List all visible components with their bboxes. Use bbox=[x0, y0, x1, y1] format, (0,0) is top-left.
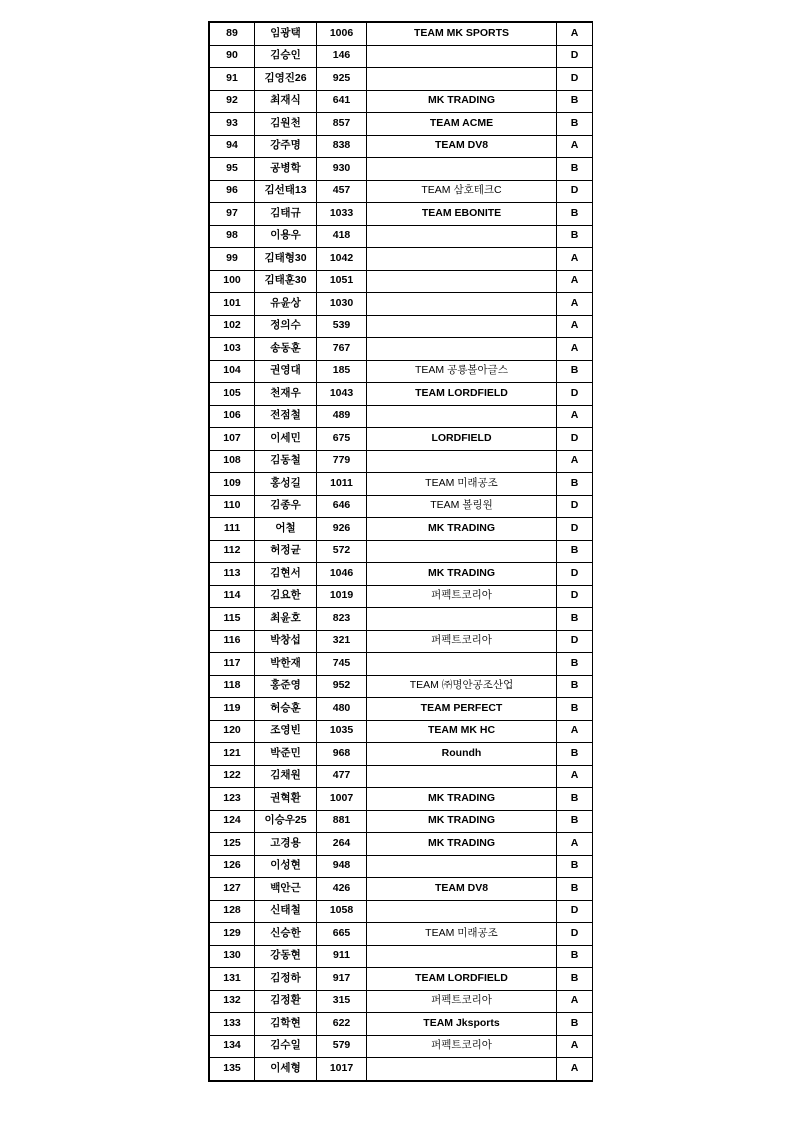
table-row bbox=[210, 743, 593, 766]
roster-table-body bbox=[210, 23, 593, 1081]
cell-id: 457 bbox=[317, 180, 367, 203]
cell-grade: A bbox=[557, 293, 593, 316]
cell-team bbox=[367, 45, 557, 68]
cell-id: 917 bbox=[317, 968, 367, 991]
cell-team: TEAM LORDFIELD bbox=[367, 383, 557, 406]
cell-team bbox=[367, 225, 557, 248]
cell-team: TEAM MK HC bbox=[367, 720, 557, 743]
cell-id: 572 bbox=[317, 540, 367, 563]
cell-id: 968 bbox=[317, 743, 367, 766]
cell-id: 489 bbox=[317, 405, 367, 428]
cell-name: 박한재 bbox=[255, 653, 317, 676]
cell-name: 박준민 bbox=[255, 743, 317, 766]
cell-id: 579 bbox=[317, 1035, 367, 1058]
cell-name: 조영빈 bbox=[255, 720, 317, 743]
cell-number: 132 bbox=[210, 990, 255, 1013]
cell-grade: B bbox=[557, 203, 593, 226]
table-row bbox=[210, 698, 593, 721]
cell-name: 김요한 bbox=[255, 585, 317, 608]
table-row bbox=[210, 428, 593, 451]
cell-number: 114 bbox=[210, 585, 255, 608]
cell-grade: A bbox=[557, 135, 593, 158]
cell-team bbox=[367, 338, 557, 361]
cell-team: MK TRADING bbox=[367, 518, 557, 541]
cell-grade: D bbox=[557, 585, 593, 608]
cell-team: 퍼펙트코리아 bbox=[367, 585, 557, 608]
cell-name: 강주명 bbox=[255, 135, 317, 158]
cell-name: 신태철 bbox=[255, 900, 317, 923]
cell-team: TEAM ACME bbox=[367, 113, 557, 136]
cell-number: 127 bbox=[210, 878, 255, 901]
table-row bbox=[210, 270, 593, 293]
cell-name: 박창섭 bbox=[255, 630, 317, 653]
cell-id: 1030 bbox=[317, 293, 367, 316]
cell-number: 129 bbox=[210, 923, 255, 946]
table-row bbox=[210, 360, 593, 383]
cell-name: 송동훈 bbox=[255, 338, 317, 361]
cell-name: 백안근 bbox=[255, 878, 317, 901]
cell-id: 1046 bbox=[317, 563, 367, 586]
cell-team bbox=[367, 315, 557, 338]
cell-id: 857 bbox=[317, 113, 367, 136]
cell-number: 99 bbox=[210, 248, 255, 271]
cell-name: 임광택 bbox=[255, 23, 317, 46]
cell-number: 117 bbox=[210, 653, 255, 676]
table-row bbox=[210, 158, 593, 181]
cell-id: 1006 bbox=[317, 23, 367, 46]
table-row bbox=[210, 540, 593, 563]
cell-name: 전점철 bbox=[255, 405, 317, 428]
cell-name: 이세민 bbox=[255, 428, 317, 451]
cell-id: 622 bbox=[317, 1013, 367, 1036]
cell-number: 106 bbox=[210, 405, 255, 428]
cell-team bbox=[367, 540, 557, 563]
cell-team bbox=[367, 608, 557, 631]
cell-name: 홍성길 bbox=[255, 473, 317, 496]
cell-name: 어철 bbox=[255, 518, 317, 541]
cell-name: 김승인 bbox=[255, 45, 317, 68]
cell-id: 952 bbox=[317, 675, 367, 698]
table-row bbox=[210, 495, 593, 518]
cell-name: 김태규 bbox=[255, 203, 317, 226]
table-row bbox=[210, 1013, 593, 1036]
cell-team: MK TRADING bbox=[367, 810, 557, 833]
cell-number: 91 bbox=[210, 68, 255, 91]
cell-grade: B bbox=[557, 90, 593, 113]
cell-grade: B bbox=[557, 788, 593, 811]
cell-team: Roundh bbox=[367, 743, 557, 766]
cell-grade: A bbox=[557, 270, 593, 293]
cell-team bbox=[367, 158, 557, 181]
cell-id: 646 bbox=[317, 495, 367, 518]
cell-grade: B bbox=[557, 945, 593, 968]
cell-team: TEAM LORDFIELD bbox=[367, 968, 557, 991]
cell-number: 120 bbox=[210, 720, 255, 743]
cell-team: MK TRADING bbox=[367, 833, 557, 856]
cell-number: 96 bbox=[210, 180, 255, 203]
cell-number: 109 bbox=[210, 473, 255, 496]
cell-id: 881 bbox=[317, 810, 367, 833]
cell-id: 539 bbox=[317, 315, 367, 338]
cell-number: 108 bbox=[210, 450, 255, 473]
cell-name: 김정환 bbox=[255, 990, 317, 1013]
cell-grade: D bbox=[557, 180, 593, 203]
table-row bbox=[210, 248, 593, 271]
cell-grade: D bbox=[557, 383, 593, 406]
cell-team: 퍼펙트코리아 bbox=[367, 630, 557, 653]
cell-name: 김학현 bbox=[255, 1013, 317, 1036]
cell-id: 926 bbox=[317, 518, 367, 541]
cell-id: 675 bbox=[317, 428, 367, 451]
cell-team bbox=[367, 293, 557, 316]
cell-team bbox=[367, 765, 557, 788]
cell-id: 477 bbox=[317, 765, 367, 788]
cell-number: 105 bbox=[210, 383, 255, 406]
cell-team: MK TRADING bbox=[367, 90, 557, 113]
cell-id: 315 bbox=[317, 990, 367, 1013]
cell-name: 강동현 bbox=[255, 945, 317, 968]
cell-id: 767 bbox=[317, 338, 367, 361]
table-row bbox=[210, 900, 593, 923]
cell-number: 103 bbox=[210, 338, 255, 361]
cell-number: 119 bbox=[210, 698, 255, 721]
cell-grade: B bbox=[557, 225, 593, 248]
cell-team bbox=[367, 900, 557, 923]
table-row bbox=[210, 810, 593, 833]
cell-grade: D bbox=[557, 923, 593, 946]
cell-grade: A bbox=[557, 720, 593, 743]
table-row bbox=[210, 203, 593, 226]
cell-grade: B bbox=[557, 473, 593, 496]
cell-id: 1042 bbox=[317, 248, 367, 271]
table-row bbox=[210, 675, 593, 698]
cell-grade: D bbox=[557, 630, 593, 653]
cell-id: 418 bbox=[317, 225, 367, 248]
cell-grade: B bbox=[557, 653, 593, 676]
table-row bbox=[210, 180, 593, 203]
cell-grade: D bbox=[557, 428, 593, 451]
cell-grade: A bbox=[557, 833, 593, 856]
cell-grade: A bbox=[557, 23, 593, 46]
cell-team bbox=[367, 945, 557, 968]
cell-grade: B bbox=[557, 675, 593, 698]
cell-name: 이승우25 bbox=[255, 810, 317, 833]
cell-name: 이세형 bbox=[255, 1058, 317, 1081]
cell-name: 김현서 bbox=[255, 563, 317, 586]
cell-team bbox=[367, 450, 557, 473]
cell-name: 고경용 bbox=[255, 833, 317, 856]
cell-grade: B bbox=[557, 158, 593, 181]
cell-grade: D bbox=[557, 518, 593, 541]
cell-number: 112 bbox=[210, 540, 255, 563]
cell-grade: B bbox=[557, 113, 593, 136]
table-row bbox=[210, 225, 593, 248]
cell-team bbox=[367, 653, 557, 676]
cell-team bbox=[367, 855, 557, 878]
cell-grade: B bbox=[557, 878, 593, 901]
cell-team: MK TRADING bbox=[367, 788, 557, 811]
cell-number: 123 bbox=[210, 788, 255, 811]
cell-name: 허승훈 bbox=[255, 698, 317, 721]
cell-number: 107 bbox=[210, 428, 255, 451]
cell-grade: D bbox=[557, 45, 593, 68]
cell-id: 665 bbox=[317, 923, 367, 946]
cell-number: 102 bbox=[210, 315, 255, 338]
cell-grade: A bbox=[557, 1035, 593, 1058]
cell-name: 김태훈30 bbox=[255, 270, 317, 293]
cell-team: TEAM 미래공조 bbox=[367, 923, 557, 946]
cell-number: 135 bbox=[210, 1058, 255, 1081]
cell-grade: B bbox=[557, 855, 593, 878]
cell-id: 948 bbox=[317, 855, 367, 878]
cell-grade: B bbox=[557, 810, 593, 833]
cell-number: 118 bbox=[210, 675, 255, 698]
cell-grade: A bbox=[557, 248, 593, 271]
cell-name: 최윤호 bbox=[255, 608, 317, 631]
cell-id: 911 bbox=[317, 945, 367, 968]
cell-name: 이용우 bbox=[255, 225, 317, 248]
cell-id: 925 bbox=[317, 68, 367, 91]
cell-team: TEAM 삼호테크C bbox=[367, 180, 557, 203]
cell-team bbox=[367, 248, 557, 271]
cell-grade: A bbox=[557, 450, 593, 473]
cell-id: 264 bbox=[317, 833, 367, 856]
cell-number: 111 bbox=[210, 518, 255, 541]
cell-grade: B bbox=[557, 1013, 593, 1036]
cell-number: 134 bbox=[210, 1035, 255, 1058]
cell-id: 1019 bbox=[317, 585, 367, 608]
cell-id: 838 bbox=[317, 135, 367, 158]
cell-id: 1011 bbox=[317, 473, 367, 496]
cell-grade: D bbox=[557, 495, 593, 518]
table-row bbox=[210, 968, 593, 991]
cell-grade: D bbox=[557, 563, 593, 586]
table-row bbox=[210, 338, 593, 361]
cell-name: 이성현 bbox=[255, 855, 317, 878]
cell-team bbox=[367, 270, 557, 293]
cell-name: 최재식 bbox=[255, 90, 317, 113]
cell-name: 김수일 bbox=[255, 1035, 317, 1058]
cell-grade: B bbox=[557, 698, 593, 721]
cell-number: 125 bbox=[210, 833, 255, 856]
cell-name: 정의수 bbox=[255, 315, 317, 338]
cell-grade: A bbox=[557, 405, 593, 428]
cell-id: 146 bbox=[317, 45, 367, 68]
cell-number: 133 bbox=[210, 1013, 255, 1036]
table-row bbox=[210, 563, 593, 586]
table-row bbox=[210, 720, 593, 743]
cell-team: TEAM 공룡볼아글스 bbox=[367, 360, 557, 383]
table-row bbox=[210, 135, 593, 158]
table-row bbox=[210, 608, 593, 631]
table-row bbox=[210, 878, 593, 901]
cell-name: 김영진26 bbox=[255, 68, 317, 91]
table-row bbox=[210, 630, 593, 653]
cell-grade: A bbox=[557, 765, 593, 788]
cell-name: 공병학 bbox=[255, 158, 317, 181]
cell-name: 천재우 bbox=[255, 383, 317, 406]
table-row bbox=[210, 855, 593, 878]
cell-grade: A bbox=[557, 990, 593, 1013]
table-row bbox=[210, 653, 593, 676]
cell-team bbox=[367, 68, 557, 91]
table-row bbox=[210, 405, 593, 428]
cell-number: 113 bbox=[210, 563, 255, 586]
roster-table-container bbox=[209, 22, 592, 1081]
cell-number: 121 bbox=[210, 743, 255, 766]
cell-grade: D bbox=[557, 68, 593, 91]
cell-name: 권혁환 bbox=[255, 788, 317, 811]
cell-grade: B bbox=[557, 540, 593, 563]
table-row bbox=[210, 113, 593, 136]
table-row bbox=[210, 90, 593, 113]
table-row bbox=[210, 473, 593, 496]
cell-team: TEAM EBONITE bbox=[367, 203, 557, 226]
cell-name: 신승한 bbox=[255, 923, 317, 946]
cell-team: TEAM MK SPORTS bbox=[367, 23, 557, 46]
cell-grade: A bbox=[557, 1058, 593, 1081]
roster-table bbox=[209, 22, 593, 1081]
cell-team: 퍼펙트코리아 bbox=[367, 990, 557, 1013]
cell-team: TEAM ㈜명안공조산업 bbox=[367, 675, 557, 698]
cell-team: TEAM 미래공조 bbox=[367, 473, 557, 496]
cell-id: 1033 bbox=[317, 203, 367, 226]
cell-number: 94 bbox=[210, 135, 255, 158]
table-row bbox=[210, 450, 593, 473]
cell-id: 185 bbox=[317, 360, 367, 383]
cell-id: 1043 bbox=[317, 383, 367, 406]
cell-number: 110 bbox=[210, 495, 255, 518]
cell-team: 퍼펙트코리아 bbox=[367, 1035, 557, 1058]
cell-number: 97 bbox=[210, 203, 255, 226]
cell-name: 유윤상 bbox=[255, 293, 317, 316]
table-row bbox=[210, 383, 593, 406]
cell-number: 131 bbox=[210, 968, 255, 991]
cell-grade: B bbox=[557, 360, 593, 383]
cell-number: 92 bbox=[210, 90, 255, 113]
table-row bbox=[210, 990, 593, 1013]
cell-number: 126 bbox=[210, 855, 255, 878]
cell-number: 90 bbox=[210, 45, 255, 68]
cell-grade: B bbox=[557, 968, 593, 991]
cell-id: 641 bbox=[317, 90, 367, 113]
cell-id: 1058 bbox=[317, 900, 367, 923]
cell-team: TEAM 볼링원 bbox=[367, 495, 557, 518]
cell-id: 1035 bbox=[317, 720, 367, 743]
cell-id: 823 bbox=[317, 608, 367, 631]
table-row bbox=[210, 945, 593, 968]
cell-number: 98 bbox=[210, 225, 255, 248]
cell-name: 김태형30 bbox=[255, 248, 317, 271]
cell-grade: D bbox=[557, 900, 593, 923]
cell-number: 104 bbox=[210, 360, 255, 383]
cell-name: 김채원 bbox=[255, 765, 317, 788]
cell-number: 122 bbox=[210, 765, 255, 788]
table-row bbox=[210, 68, 593, 91]
cell-team bbox=[367, 405, 557, 428]
cell-id: 779 bbox=[317, 450, 367, 473]
cell-team bbox=[367, 1058, 557, 1081]
table-row bbox=[210, 293, 593, 316]
cell-number: 89 bbox=[210, 23, 255, 46]
cell-team: MK TRADING bbox=[367, 563, 557, 586]
cell-name: 김정하 bbox=[255, 968, 317, 991]
cell-name: 권영대 bbox=[255, 360, 317, 383]
cell-number: 95 bbox=[210, 158, 255, 181]
table-row bbox=[210, 788, 593, 811]
cell-name: 홍준영 bbox=[255, 675, 317, 698]
cell-number: 116 bbox=[210, 630, 255, 653]
table-row bbox=[210, 833, 593, 856]
cell-id: 1007 bbox=[317, 788, 367, 811]
table-row bbox=[210, 23, 593, 46]
cell-id: 480 bbox=[317, 698, 367, 721]
cell-number: 124 bbox=[210, 810, 255, 833]
cell-team: TEAM Jksports bbox=[367, 1013, 557, 1036]
table-row bbox=[210, 1058, 593, 1081]
table-row bbox=[210, 1035, 593, 1058]
cell-name: 김종우 bbox=[255, 495, 317, 518]
cell-grade: B bbox=[557, 608, 593, 631]
cell-name: 허정균 bbox=[255, 540, 317, 563]
cell-id: 426 bbox=[317, 878, 367, 901]
cell-id: 745 bbox=[317, 653, 367, 676]
cell-id: 321 bbox=[317, 630, 367, 653]
table-row bbox=[210, 923, 593, 946]
cell-number: 100 bbox=[210, 270, 255, 293]
cell-team: LORDFIELD bbox=[367, 428, 557, 451]
cell-grade: A bbox=[557, 315, 593, 338]
cell-name: 김선태13 bbox=[255, 180, 317, 203]
cell-id: 1017 bbox=[317, 1058, 367, 1081]
cell-team: TEAM DV8 bbox=[367, 878, 557, 901]
table-row bbox=[210, 765, 593, 788]
cell-grade: A bbox=[557, 338, 593, 361]
table-row bbox=[210, 45, 593, 68]
cell-number: 128 bbox=[210, 900, 255, 923]
cell-team: TEAM PERFECT bbox=[367, 698, 557, 721]
cell-name: 김원천 bbox=[255, 113, 317, 136]
table-row bbox=[210, 518, 593, 541]
cell-id: 930 bbox=[317, 158, 367, 181]
cell-number: 115 bbox=[210, 608, 255, 631]
cell-team: TEAM DV8 bbox=[367, 135, 557, 158]
cell-id: 1051 bbox=[317, 270, 367, 293]
cell-number: 130 bbox=[210, 945, 255, 968]
cell-number: 101 bbox=[210, 293, 255, 316]
cell-grade: B bbox=[557, 743, 593, 766]
cell-name: 김동철 bbox=[255, 450, 317, 473]
cell-number: 93 bbox=[210, 113, 255, 136]
table-row bbox=[210, 585, 593, 608]
table-row bbox=[210, 315, 593, 338]
